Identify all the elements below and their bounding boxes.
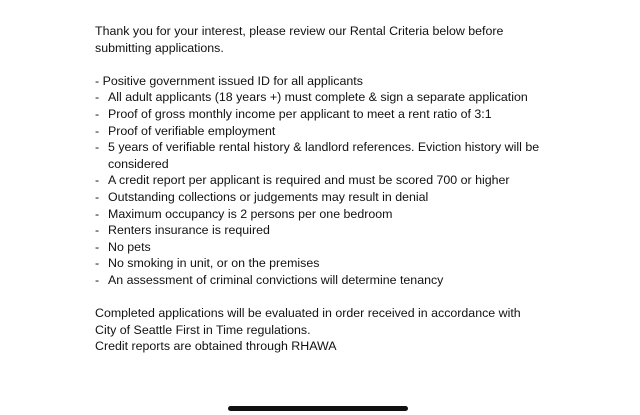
criteria-text: A credit report per applicant is required and must be scored 700 or higher [108, 173, 510, 188]
criteria-text: An assessment of criminal convictions will determine tenancy [108, 272, 444, 287]
criteria-text: 5 years of verifiable rental history & landlord references. Eviction history will be [108, 140, 540, 155]
criteria-text: Outstanding collections or judgements may result in denial [108, 189, 429, 204]
criteria-item-smoking [95, 255, 615, 272]
spacer [95, 289, 615, 306]
dash-bullet: - [95, 206, 100, 221]
spacer [95, 56, 615, 73]
criteria-text: Proof of verifiable employment [108, 123, 276, 138]
criteria-item-id [95, 73, 615, 90]
criteria-item-occupancy [95, 206, 615, 223]
criteria-text: Renters insurance is required [108, 223, 270, 238]
dash-bullet: - [95, 189, 100, 204]
closing-line-1: Completed applications will be evaluated in order received in accordance with [95, 306, 521, 321]
criteria-item-collections [95, 189, 615, 206]
criteria-item-criminal [95, 272, 615, 289]
criteria-text: Maximum occupancy is 2 persons per one bedroom [108, 206, 393, 221]
criteria-list [95, 73, 615, 289]
criteria-item-employment [95, 123, 615, 140]
criteria-item-pets [95, 239, 615, 256]
criteria-text: Proof of gross monthly income per applicant to meet a rent ratio of 3:1 [108, 106, 492, 121]
criteria-item-income [95, 106, 615, 123]
dash-bullet: - [95, 173, 100, 188]
criteria-text: All adult applicants (18 years +) must complete & sign a separate application [108, 90, 528, 105]
dash-bullet: - [95, 140, 100, 155]
dash-bullet: - [95, 123, 100, 138]
closing-line-3: Credit reports are obtained through RHAWA [95, 339, 337, 354]
criteria-item-credit-report [95, 172, 615, 189]
criteria-text: - Positive government issued ID for all applicants [95, 73, 363, 88]
rental-criteria-document [95, 23, 615, 355]
intro-line-2: submitting applications. [95, 40, 224, 55]
intro-line-1: Thank you for your interest, please review our Rental Criteria below before [95, 24, 504, 38]
criteria-item-adult-applicants [95, 89, 615, 106]
dash-bullet: - [95, 106, 100, 121]
criteria-item-rental-history [95, 139, 615, 172]
criteria-item-insurance [95, 222, 615, 239]
dash-bullet: - [95, 223, 100, 238]
home-indicator-bar[interactable] [228, 406, 408, 411]
dash-bullet: - [95, 90, 100, 105]
criteria-text: No smoking in unit, or on the premises [108, 256, 320, 271]
criteria-text: No pets [108, 239, 151, 254]
closing-line-2: City of Seattle First in Time regulations. [95, 322, 311, 337]
criteria-text-continued: considered [108, 156, 169, 171]
dash-bullet: - [95, 272, 100, 287]
dash-bullet: - [95, 239, 100, 254]
dash-bullet: - [95, 256, 100, 271]
